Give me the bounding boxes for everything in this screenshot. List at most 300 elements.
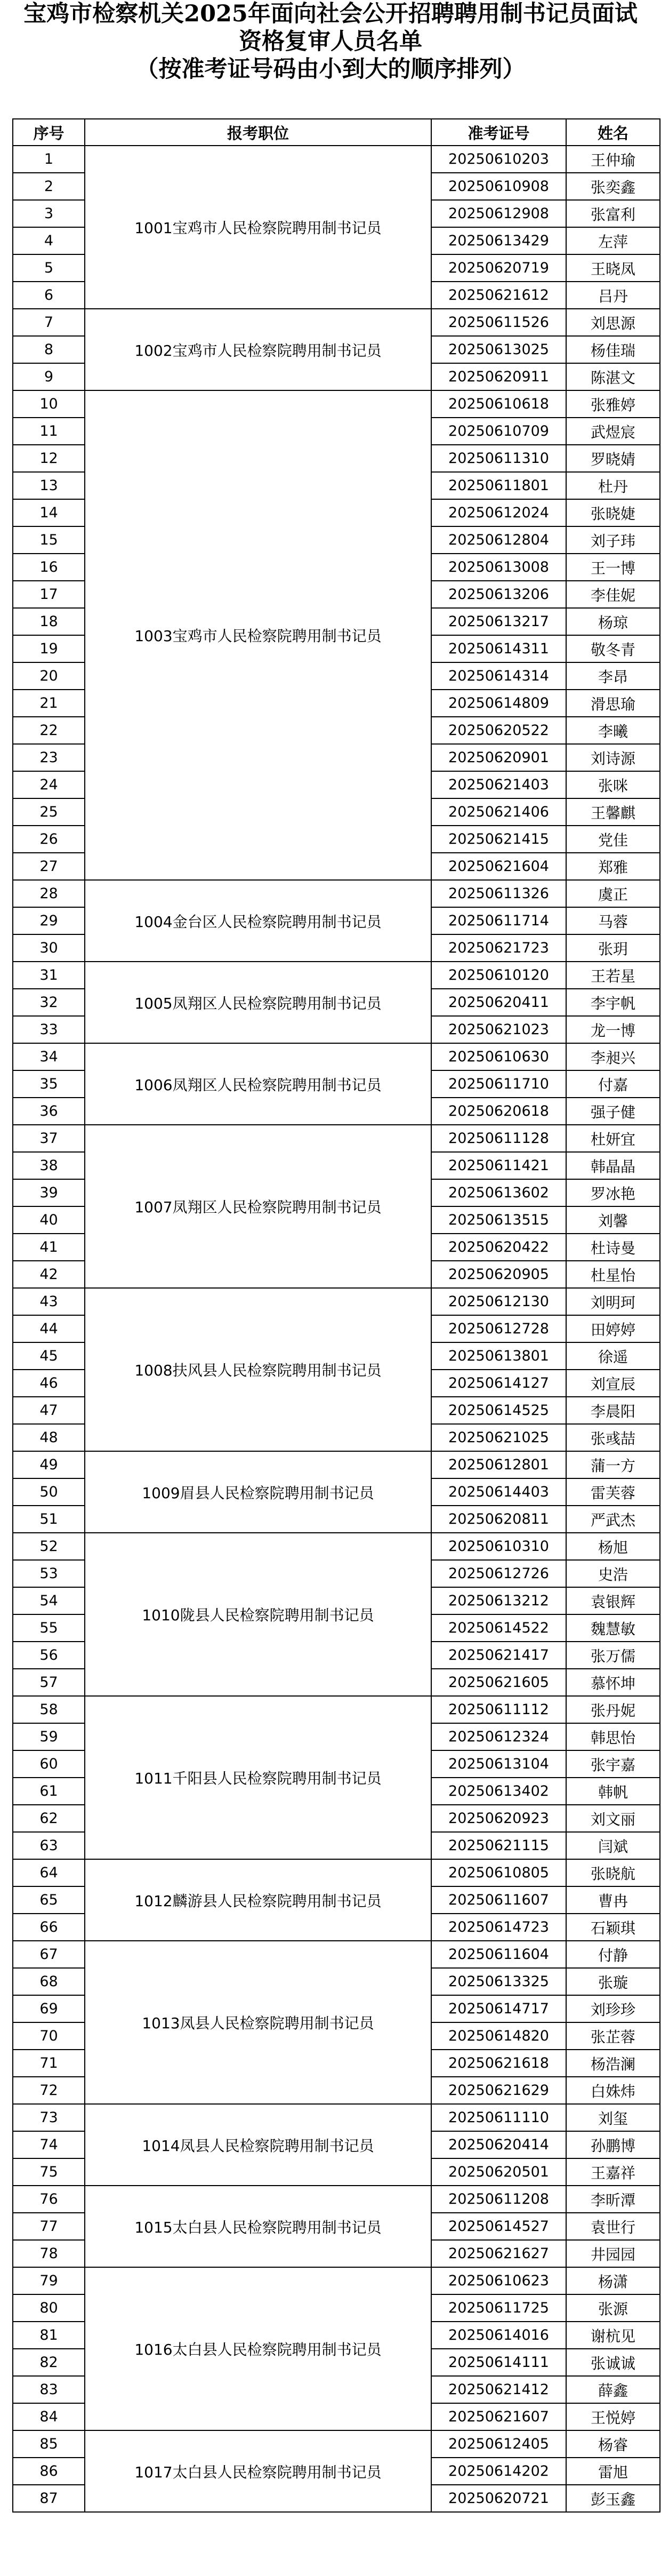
exam-id-cell: 20250610618: [431, 390, 566, 418]
candidate-name-cell: 石颖琪: [566, 1914, 660, 1941]
candidate-name-cell: 王馨麒: [566, 798, 660, 826]
exam-id-cell: 20250614311: [431, 635, 566, 662]
row-number: 5: [13, 254, 85, 282]
exam-id-cell: 20250621629: [431, 2077, 566, 2104]
candidate-name-cell: 张璇: [566, 1968, 660, 1995]
row-number: 76: [13, 2186, 85, 2213]
exam-id-cell: 20250612405: [431, 2430, 566, 2458]
exam-id-cell: 20250620721: [431, 2485, 566, 2512]
row-number: 85: [13, 2430, 85, 2458]
position-cell: 1009眉县人民检察院聘用制书记员: [85, 1451, 431, 1533]
row-number: 46: [13, 1370, 85, 1397]
header-position: 报考职位: [85, 119, 431, 146]
exam-id-cell: 20250620501: [431, 2158, 566, 2186]
row-number: 2: [13, 173, 85, 200]
row-number: 74: [13, 2131, 85, 2158]
exam-id-cell: 20250612024: [431, 499, 566, 526]
exam-id-cell: 20250621115: [431, 1832, 566, 1859]
candidate-name-cell: 慕怀坤: [566, 1669, 660, 1696]
row-number: 34: [13, 1043, 85, 1070]
candidate-name-cell: 徐遥: [566, 1342, 660, 1370]
row-number: 79: [13, 2267, 85, 2294]
row-number: 15: [13, 526, 85, 554]
exam-id-cell: 20250610630: [431, 1043, 566, 1070]
exam-id-cell: 20250614525: [431, 1397, 566, 1424]
row-number: 40: [13, 1206, 85, 1234]
row-number: 41: [13, 1234, 85, 1261]
exam-id-cell: 20250611607: [431, 1886, 566, 1914]
candidate-name-cell: 张雅婷: [566, 390, 660, 418]
candidate-name-cell: 张玥: [566, 934, 660, 962]
candidate-name-cell: 张诚诚: [566, 2349, 660, 2376]
exam-id-cell: 20250611526: [431, 309, 566, 336]
candidate-name-cell: 曹冉: [566, 1886, 660, 1914]
row-number: 20: [13, 662, 85, 690]
candidate-name-cell: 党佳: [566, 826, 660, 853]
row-number: 39: [13, 1179, 85, 1206]
position-cell: 1001宝鸡市人民检察院聘用制书记员: [85, 146, 431, 309]
exam-id-cell: 20250611310: [431, 445, 566, 472]
exam-id-cell: 20250612728: [431, 1315, 566, 1342]
row-number: 82: [13, 2349, 85, 2376]
candidate-name-cell: 蒲一方: [566, 1451, 660, 1478]
candidate-name-cell: 李昂: [566, 662, 660, 690]
candidate-name-cell: 杨琼: [566, 608, 660, 635]
exam-id-cell: 20250610709: [431, 418, 566, 445]
row-number: 35: [13, 1070, 85, 1098]
exam-id-cell: 20250612908: [431, 200, 566, 227]
position-cell: 1002宝鸡市人民检察院聘用制书记员: [85, 309, 431, 390]
row-number: 6: [13, 282, 85, 309]
row-number: 30: [13, 934, 85, 962]
candidate-name-cell: 井园园: [566, 2240, 660, 2267]
candidate-name-cell: 孙鹏博: [566, 2131, 660, 2158]
table-body: [13, 146, 660, 2512]
row-number: 4: [13, 227, 85, 254]
row-number: 50: [13, 1478, 85, 1506]
row-number: 36: [13, 1098, 85, 1125]
candidate-name-cell: 严武杰: [566, 1506, 660, 1533]
candidate-name-cell: 魏慧敏: [566, 1614, 660, 1642]
header-name: 姓名: [566, 119, 660, 146]
position-cell: 1004金台区人民检察院聘用制书记员: [85, 880, 431, 962]
exam-id-cell: 20250610203: [431, 146, 566, 173]
exam-id-cell: 20250620618: [431, 1098, 566, 1125]
row-number: 10: [13, 390, 85, 418]
row-number: 45: [13, 1342, 85, 1370]
exam-id-cell: 20250613515: [431, 1206, 566, 1234]
row-number: 21: [13, 690, 85, 717]
row-number: 32: [13, 989, 85, 1016]
candidate-name-cell: 李昕潭: [566, 2186, 660, 2213]
table-row: [13, 2104, 660, 2131]
row-number: 77: [13, 2213, 85, 2240]
candidate-name-cell: 杜诗曼: [566, 1234, 660, 1261]
row-number: 62: [13, 1805, 85, 1832]
row-number: 24: [13, 771, 85, 798]
candidate-name-cell: 虞正: [566, 880, 660, 907]
candidate-name-cell: 郑雅: [566, 853, 660, 880]
candidate-name-cell: 张晓航: [566, 1859, 660, 1886]
exam-id-cell: 20250621612: [431, 282, 566, 309]
candidate-name-cell: 罗冰艳: [566, 1179, 660, 1206]
candidate-name-cell: 杜星怡: [566, 1261, 660, 1288]
position-cell: 1003宝鸡市人民检察院聘用制书记员: [85, 390, 431, 880]
row-number: 27: [13, 853, 85, 880]
table-row: [13, 2430, 660, 2458]
table-row: [13, 1125, 660, 1152]
row-number: 7: [13, 309, 85, 336]
row-number: 66: [13, 1914, 85, 1941]
row-number: 87: [13, 2485, 85, 2512]
exam-id-cell: 20250614127: [431, 1370, 566, 1397]
position-cell: 1005凤翔区人民检察院聘用制书记员: [85, 962, 431, 1043]
exam-id-cell: 20250613212: [431, 1587, 566, 1614]
candidate-name-cell: 杨睿: [566, 2430, 660, 2458]
row-number: 54: [13, 1587, 85, 1614]
header-exam-id: 准考证号: [431, 119, 566, 146]
position-cell: 1016太白县人民检察院聘用制书记员: [85, 2267, 431, 2430]
exam-id-cell: 20250613325: [431, 1968, 566, 1995]
table-row: [13, 146, 660, 173]
candidate-name-cell: 王仲瑜: [566, 146, 660, 173]
exam-id-cell: 20250620901: [431, 744, 566, 771]
table-row: [13, 1533, 660, 1560]
candidate-name-cell: 李佳妮: [566, 581, 660, 608]
row-number: 84: [13, 2403, 85, 2430]
row-number: 18: [13, 608, 85, 635]
row-number: 8: [13, 336, 85, 363]
candidate-name-cell: 韩晶晶: [566, 1152, 660, 1179]
exam-id-cell: 20250614809: [431, 690, 566, 717]
table-header-row: [13, 119, 660, 146]
candidate-name-cell: 杨旭: [566, 1533, 660, 1560]
exam-id-cell: 20250621412: [431, 2376, 566, 2403]
row-number: 55: [13, 1614, 85, 1642]
position-cell: 1013凤县人民检察院聘用制书记员: [85, 1941, 431, 2104]
exam-id-cell: 20250611208: [431, 2186, 566, 2213]
header-no: 序号: [13, 119, 85, 146]
exam-id-cell: 20250610805: [431, 1859, 566, 1886]
row-number: 42: [13, 1261, 85, 1288]
exam-id-cell: 20250614717: [431, 1995, 566, 2022]
position-cell: 1008扶风县人民检察院聘用制书记员: [85, 1288, 431, 1451]
exam-id-cell: 20250613429: [431, 227, 566, 254]
row-number: 68: [13, 1968, 85, 1995]
candidate-table: [12, 118, 660, 2513]
candidate-name-cell: 付嘉: [566, 1070, 660, 1098]
row-number: 48: [13, 1424, 85, 1451]
candidate-name-cell: 张宇嘉: [566, 1750, 660, 1778]
candidate-name-cell: 王嘉祥: [566, 2158, 660, 2186]
candidate-name-cell: 雷旭: [566, 2458, 660, 2485]
row-number: 64: [13, 1859, 85, 1886]
exam-id-cell: 20250614314: [431, 662, 566, 690]
exam-id-cell: 20250614820: [431, 2022, 566, 2050]
position-cell: 1007凤翔区人民检察院聘用制书记员: [85, 1125, 431, 1288]
exam-id-cell: 20250610310: [431, 1533, 566, 1560]
candidate-name-cell: 龙一博: [566, 1016, 660, 1043]
exam-id-cell: 20250612804: [431, 526, 566, 554]
row-number: 23: [13, 744, 85, 771]
exam-id-cell: 20250620911: [431, 363, 566, 390]
candidate-name-cell: 韩帆: [566, 1778, 660, 1805]
position-cell: 1010陇县人民检察院聘用制书记员: [85, 1533, 431, 1696]
row-number: 67: [13, 1941, 85, 1968]
candidate-name-cell: 李宇帆: [566, 989, 660, 1016]
row-number: 9: [13, 363, 85, 390]
candidate-name-cell: 刘珍珍: [566, 1995, 660, 2022]
candidate-name-cell: 田婷婷: [566, 1315, 660, 1342]
row-number: 49: [13, 1451, 85, 1478]
candidate-name-cell: 刘玺: [566, 2104, 660, 2131]
title-line-2: 资格复审人员名单: [239, 28, 422, 55]
exam-id-cell: 20250613602: [431, 1179, 566, 1206]
exam-id-cell: 20250621415: [431, 826, 566, 853]
row-number: 47: [13, 1397, 85, 1424]
row-number: 3: [13, 200, 85, 227]
table-row: [13, 1859, 660, 1886]
table-row: [13, 1696, 660, 1723]
position-cell: 1011千阳县人民检察院聘用制书记员: [85, 1696, 431, 1859]
candidate-name-cell: 袁世行: [566, 2213, 660, 2240]
exam-id-cell: 20250621403: [431, 771, 566, 798]
candidate-name-cell: 雷芙蓉: [566, 1478, 660, 1506]
exam-id-cell: 20250613402: [431, 1778, 566, 1805]
candidate-name-cell: 彭玉鑫: [566, 2485, 660, 2512]
row-number: 31: [13, 962, 85, 989]
candidate-name-cell: 马蓉: [566, 907, 660, 934]
position-cell: 1014凤县人民检察院聘用制书记员: [85, 2104, 431, 2186]
candidate-name-cell: 王若星: [566, 962, 660, 989]
exam-id-cell: 20250611128: [431, 1125, 566, 1152]
row-number: 83: [13, 2376, 85, 2403]
candidate-name-cell: 张奕鑫: [566, 173, 660, 200]
candidate-name-cell: 谢杭见: [566, 2322, 660, 2349]
exam-id-cell: 20250612324: [431, 1723, 566, 1750]
row-number: 57: [13, 1669, 85, 1696]
row-number: 75: [13, 2158, 85, 2186]
exam-id-cell: 20250610623: [431, 2267, 566, 2294]
exam-id-cell: 20250611112: [431, 1696, 566, 1723]
candidate-name-cell: 张源: [566, 2294, 660, 2322]
exam-id-cell: 20250612801: [431, 1451, 566, 1478]
exam-id-cell: 20250620811: [431, 1506, 566, 1533]
table-row: [13, 309, 660, 336]
exam-id-cell: 20250612130: [431, 1288, 566, 1315]
exam-id-cell: 20250611604: [431, 1941, 566, 1968]
row-number: 78: [13, 2240, 85, 2267]
table-row: [13, 2267, 660, 2294]
table-row: [13, 1941, 660, 1968]
row-number: 53: [13, 1560, 85, 1587]
exam-id-cell: 20250613801: [431, 1342, 566, 1370]
position-cell: 1017太白县人民检察院聘用制书记员: [85, 2430, 431, 2512]
exam-id-cell: 20250611725: [431, 2294, 566, 2322]
exam-id-cell: 20250621406: [431, 798, 566, 826]
position-cell: 1012麟游县人民检察院聘用制书记员: [85, 1859, 431, 1941]
candidate-name-cell: 张晓婕: [566, 499, 660, 526]
row-number: 43: [13, 1288, 85, 1315]
table-row: [13, 962, 660, 989]
exam-id-cell: 20250613104: [431, 1750, 566, 1778]
exam-id-cell: 20250620414: [431, 2131, 566, 2158]
row-number: 58: [13, 1696, 85, 1723]
table-row: [13, 1043, 660, 1070]
row-number: 14: [13, 499, 85, 526]
row-number: 70: [13, 2022, 85, 2050]
row-number: 59: [13, 1723, 85, 1750]
candidate-name-cell: 杨浩澜: [566, 2050, 660, 2077]
exam-id-cell: 20250613206: [431, 581, 566, 608]
row-number: 44: [13, 1315, 85, 1342]
exam-id-cell: 20250620411: [431, 989, 566, 1016]
candidate-name-cell: 史浩: [566, 1560, 660, 1587]
candidate-name-cell: 刘文丽: [566, 1805, 660, 1832]
exam-id-cell: 20250620905: [431, 1261, 566, 1288]
candidate-name-cell: 刘明珂: [566, 1288, 660, 1315]
row-number: 37: [13, 1125, 85, 1152]
row-number: 63: [13, 1832, 85, 1859]
row-number: 12: [13, 445, 85, 472]
exam-id-cell: 20250611714: [431, 907, 566, 934]
row-number: 52: [13, 1533, 85, 1560]
exam-id-cell: 20250610908: [431, 173, 566, 200]
candidate-name-cell: 韩思怡: [566, 1723, 660, 1750]
candidate-name-cell: 陈湛文: [566, 363, 660, 390]
exam-id-cell: 20250621618: [431, 2050, 566, 2077]
candidate-name-cell: 强子健: [566, 1098, 660, 1125]
candidate-name-cell: 罗晓婧: [566, 445, 660, 472]
row-number: 51: [13, 1506, 85, 1533]
exam-id-cell: 20250614016: [431, 2322, 566, 2349]
document-title: [0, 0, 661, 83]
exam-id-cell: 20250611801: [431, 472, 566, 499]
candidate-name-cell: 王悦婷: [566, 2403, 660, 2430]
exam-id-cell: 20250614522: [431, 1614, 566, 1642]
candidate-name-cell: 杜丹: [566, 472, 660, 499]
row-number: 56: [13, 1642, 85, 1669]
exam-id-cell: 20250620923: [431, 1805, 566, 1832]
candidate-name-cell: 左萍: [566, 227, 660, 254]
exam-id-cell: 20250612726: [431, 1560, 566, 1587]
candidate-name-cell: 杨佳瑞: [566, 336, 660, 363]
row-number: 69: [13, 1995, 85, 2022]
row-number: 13: [13, 472, 85, 499]
table-row: [13, 1451, 660, 1478]
candidate-name-cell: 李昶兴: [566, 1043, 660, 1070]
row-number: 65: [13, 1886, 85, 1914]
exam-id-cell: 20250613025: [431, 336, 566, 363]
exam-id-cell: 20250610120: [431, 962, 566, 989]
candidate-name-cell: 刘子玮: [566, 526, 660, 554]
position-cell: 1006凤翔区人民检察院聘用制书记员: [85, 1043, 431, 1125]
row-number: 25: [13, 798, 85, 826]
row-number: 1: [13, 146, 85, 173]
row-number: 86: [13, 2458, 85, 2485]
candidate-name-cell: 刘思源: [566, 309, 660, 336]
row-number: 71: [13, 2050, 85, 2077]
row-number: 22: [13, 717, 85, 744]
exam-id-cell: 20250611110: [431, 2104, 566, 2131]
exam-id-cell: 20250614403: [431, 1478, 566, 1506]
row-number: 81: [13, 2322, 85, 2349]
exam-id-cell: 20250621604: [431, 853, 566, 880]
candidate-name-cell: 王一博: [566, 554, 660, 581]
candidate-name-cell: 张芷蓉: [566, 2022, 660, 2050]
candidate-name-cell: 滑思瑜: [566, 690, 660, 717]
row-number: 29: [13, 907, 85, 934]
row-number: 11: [13, 418, 85, 445]
candidate-name-cell: 刘馨: [566, 1206, 660, 1234]
exam-id-cell: 20250614111: [431, 2349, 566, 2376]
row-number: 61: [13, 1778, 85, 1805]
candidate-name-cell: 李晨阳: [566, 1397, 660, 1424]
exam-id-cell: 20250621025: [431, 1424, 566, 1451]
table-row: [13, 2186, 660, 2213]
exam-id-cell: 20250614723: [431, 1914, 566, 1941]
row-number: 28: [13, 880, 85, 907]
exam-id-cell: 20250611421: [431, 1152, 566, 1179]
exam-id-cell: 20250620422: [431, 1234, 566, 1261]
candidate-name-cell: 张万儒: [566, 1642, 660, 1669]
candidate-name-cell: 张彧喆: [566, 1424, 660, 1451]
exam-id-cell: 20250614527: [431, 2213, 566, 2240]
exam-id-cell: 20250621627: [431, 2240, 566, 2267]
candidate-name-cell: 杨潇: [566, 2267, 660, 2294]
row-number: 16: [13, 554, 85, 581]
row-number: 80: [13, 2294, 85, 2322]
exam-id-cell: 20250621607: [431, 2403, 566, 2430]
exam-id-cell: 20250621605: [431, 1669, 566, 1696]
title-line-1: 宝鸡市检察机关2025年面向社会公开招聘聘用制书记员面试: [23, 1, 638, 27]
candidate-name-cell: 刘诗源: [566, 744, 660, 771]
candidate-name-cell: 敬冬青: [566, 635, 660, 662]
candidate-name-cell: 张富利: [566, 200, 660, 227]
exam-id-cell: 20250611710: [431, 1070, 566, 1098]
exam-id-cell: 20250613008: [431, 554, 566, 581]
candidate-name-cell: 李曦: [566, 717, 660, 744]
candidate-name-cell: 薛鑫: [566, 2376, 660, 2403]
candidate-name-cell: 白姝炜: [566, 2077, 660, 2104]
row-number: 17: [13, 581, 85, 608]
exam-id-cell: 20250620719: [431, 254, 566, 282]
candidate-name-cell: 吕丹: [566, 282, 660, 309]
exam-id-cell: 20250614202: [431, 2458, 566, 2485]
row-number: 73: [13, 2104, 85, 2131]
table-row: [13, 1288, 660, 1315]
candidate-name-cell: 张丹妮: [566, 1696, 660, 1723]
candidate-name-cell: 闫斌: [566, 1832, 660, 1859]
row-number: 19: [13, 635, 85, 662]
exam-id-cell: 20250621723: [431, 934, 566, 962]
exam-id-cell: 20250613217: [431, 608, 566, 635]
table-row: [13, 390, 660, 418]
exam-id-cell: 20250620522: [431, 717, 566, 744]
candidate-name-cell: 袁银辉: [566, 1587, 660, 1614]
row-number: 38: [13, 1152, 85, 1179]
candidate-name-cell: 武煜宸: [566, 418, 660, 445]
title-line-3: （按准考证号码由小到大的顺序排列）: [135, 56, 526, 83]
row-number: 60: [13, 1750, 85, 1778]
row-number: 33: [13, 1016, 85, 1043]
exam-id-cell: 20250621417: [431, 1642, 566, 1669]
candidate-name-cell: 杜妍宜: [566, 1125, 660, 1152]
exam-id-cell: 20250611326: [431, 880, 566, 907]
candidate-name-cell: 刘宣辰: [566, 1370, 660, 1397]
candidate-name-cell: 张咪: [566, 771, 660, 798]
candidate-name-cell: 付静: [566, 1941, 660, 1968]
